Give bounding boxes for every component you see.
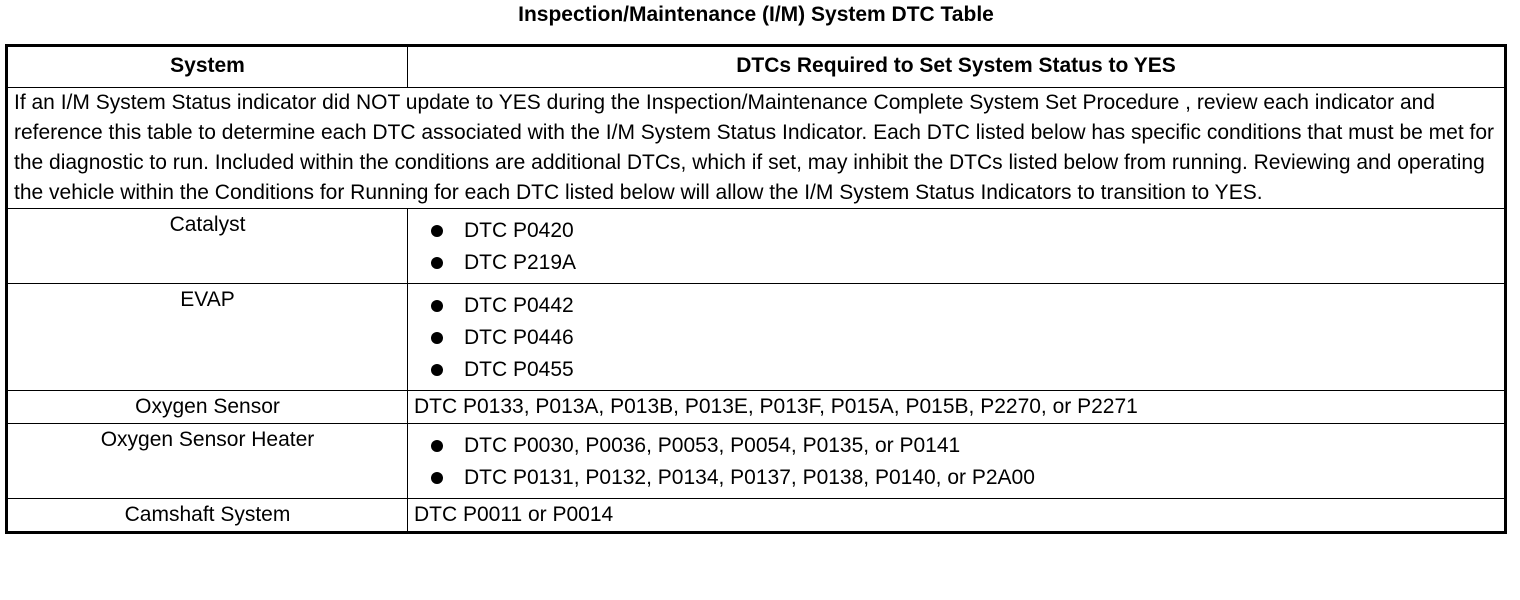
dtc-code: DTC P0420 <box>464 219 574 242</box>
list-item <box>430 215 1498 247</box>
table-row <box>7 391 1506 424</box>
dtc-code: DTC P0442 <box>464 294 574 317</box>
dtc-code: DTC P0030, P0036, P0053, P0054, P0135, or P0141 <box>464 434 961 457</box>
list-item <box>430 247 1498 279</box>
bullet-icon <box>431 332 443 344</box>
dtc-cell <box>408 209 1506 284</box>
header-row <box>7 46 1506 88</box>
system-cell: Oxygen Sensor Heater <box>7 424 408 499</box>
list-item <box>430 430 1498 462</box>
page-title: Inspection/Maintenance (I/M) System DTC Table <box>518 3 994 26</box>
dtc-code: DTC P0455 <box>464 358 574 381</box>
dtc-code: DTC P219A <box>464 251 577 274</box>
bullet-icon <box>431 440 443 452</box>
dtc-cell: DTC P0133, P013A, P013B, P013E, P013F, P015A, P015B, P2270, or P2271 <box>408 391 1506 424</box>
table-row <box>7 209 1506 284</box>
bullet-icon <box>431 300 443 312</box>
list-item <box>430 290 1498 322</box>
dtc-cell: DTC P0011 or P0014 <box>408 499 1506 533</box>
dtc-table <box>5 44 1507 534</box>
dtc-code: DTC P0446 <box>464 326 574 349</box>
list-item <box>430 322 1498 354</box>
bullet-icon <box>431 257 443 269</box>
system-cell: Catalyst <box>7 209 408 284</box>
table-row <box>7 499 1506 533</box>
bullet-icon <box>431 225 443 237</box>
list-item <box>430 462 1498 494</box>
intro-row <box>7 88 1506 209</box>
dtc-code: DTC P0131, P0132, P0134, P0137, P0138, P0140, or P2A00 <box>464 466 1035 489</box>
dtc-list <box>414 284 1498 390</box>
bullet-icon <box>431 364 443 376</box>
list-item <box>430 354 1498 386</box>
intro-text: If an I/M System Status indicator did NOT update to YES during the Inspection/Maintenance Complete System Set Procedure , review each indicator and reference this table to determine each DTC associated with the I/M System Status Indicator. Each DTC listed below has specific conditions that must be met for the diagnostic to run. Included within the conditions are additional DTCs, which if set, may inhibit the DTCs listed below from running. Reviewing and operating the vehicle within the Conditions for Running for each DTC listed below will allow the I/M System Status Indicators to transition to YES. <box>7 88 1506 209</box>
dtc-list <box>414 424 1498 498</box>
system-cell: EVAP <box>7 284 408 391</box>
header-system: System <box>7 46 408 88</box>
bullet-icon <box>431 472 443 484</box>
table-row <box>7 424 1506 499</box>
dtc-cell <box>408 284 1506 391</box>
header-dtcs: DTCs Required to Set System Status to YES <box>408 46 1506 88</box>
system-cell: Camshaft System <box>7 499 408 533</box>
dtc-cell <box>408 424 1506 499</box>
table-row <box>7 284 1506 391</box>
dtc-list <box>414 209 1498 283</box>
system-cell: Oxygen Sensor <box>7 391 408 424</box>
